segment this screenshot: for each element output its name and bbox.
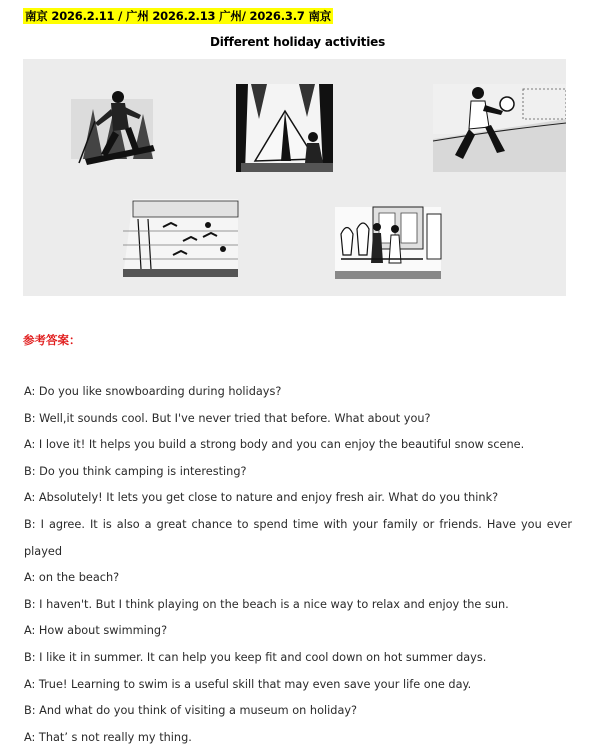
- header-date-tag: 南京 2026.2.11 / 广州 2026.2.13 广州/ 2026.3.7 南京: [25, 9, 332, 23]
- answer-heading: 参考答案：: [23, 333, 81, 347]
- dialogue-list: [24, 379, 572, 751]
- museum-icon: [335, 207, 441, 279]
- dialogue-line: A: How about swimming?: [24, 624, 168, 638]
- dialogue-line: A: on the beach?: [24, 571, 120, 585]
- dialogue-line: B: Well,it sounds cool. But I've never tried that before. What about you?: [24, 411, 431, 425]
- dialogue-line: B: Do you think camping is interesting?: [24, 464, 247, 478]
- dialogue-line: A: Absolutely! It lets you get close to nature and enjoy fresh air. What do you think?: [24, 491, 499, 505]
- camping-icon: [236, 84, 333, 172]
- dialogue-line: B: And what do you think of visiting a museum on holiday?: [24, 704, 358, 718]
- holiday-activities-illustration: [23, 59, 566, 296]
- dialogue-line: A: True! Learning to swim is a useful skill that may even save your life one day.: [24, 677, 472, 691]
- swimming-pool-icon: [123, 199, 238, 277]
- beach-volleyball-icon: [433, 84, 566, 172]
- dialogue-line: A: That’ s not really my thing.: [24, 730, 192, 744]
- dialogue-line: A: Do you like snowboarding during holidays?: [24, 385, 282, 398]
- dialogue-line: B: I like it in summer. It can help you keep fit and cool down on hot summer days.: [24, 650, 487, 664]
- dialogue-line: B: I agree. It is also a great chance to spend time with your family or friends. Have you ever played: [24, 517, 572, 558]
- dialogue-line: B: I haven't. But I think playing on the beach is a nice way to relax and enjoy the sun.: [24, 597, 509, 611]
- document-title: Different holiday activities: [209, 35, 386, 49]
- snowboarding-icon: [71, 91, 155, 165]
- dialogue-line: A: I love it! It helps you build a strong body and you can enjoy the beautiful snow scene.: [24, 438, 525, 452]
